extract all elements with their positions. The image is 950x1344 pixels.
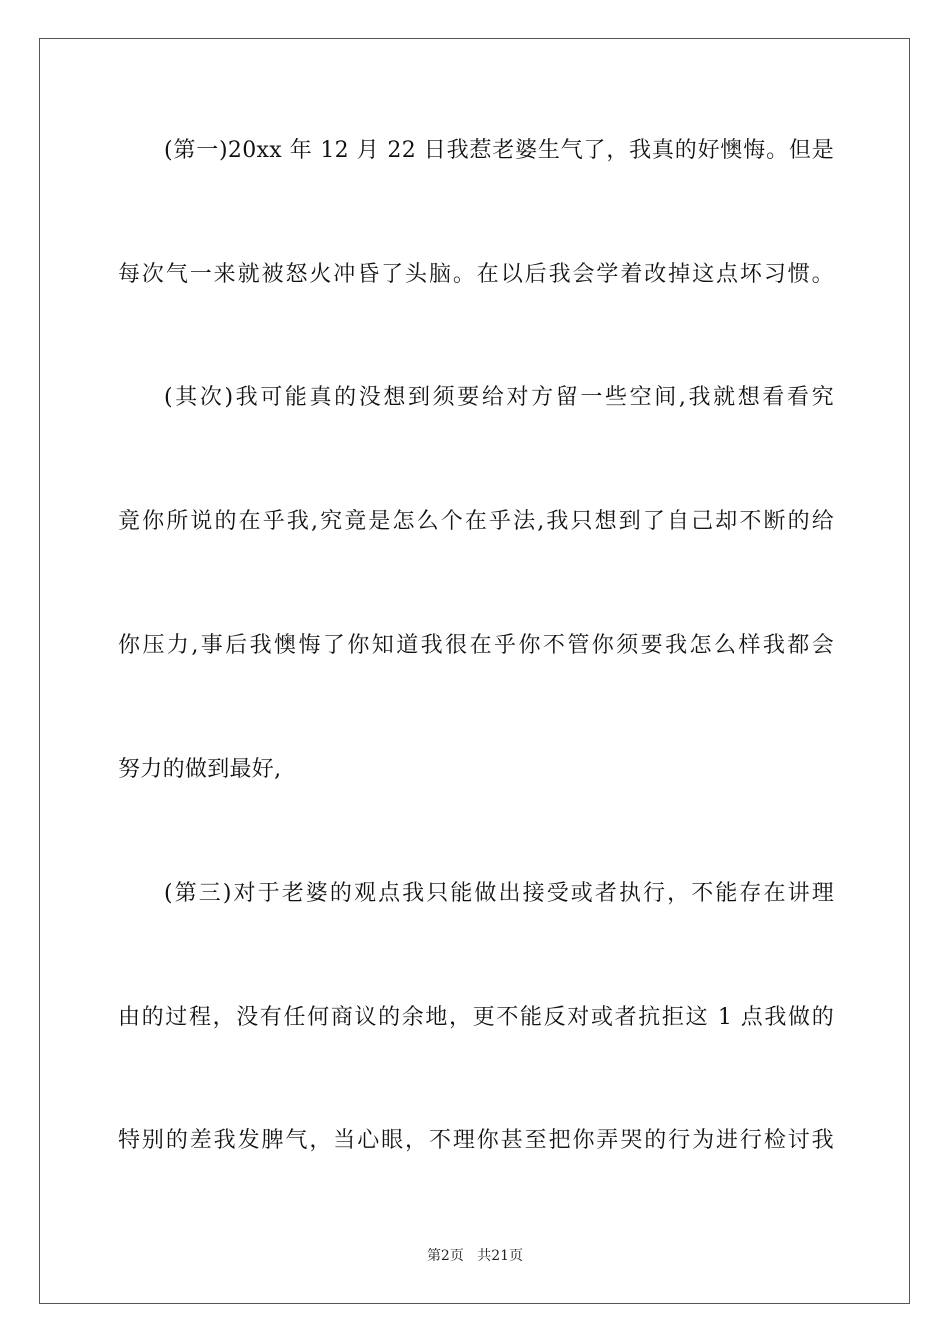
paragraph-3-line-3: 特别的差我发脾气，当心眼，不理你甚至把你弄哭的行为进行检讨我: [118, 1128, 834, 1153]
page-total: 共21页: [477, 1248, 524, 1264]
paragraph-2-line-3: 你压力,事后我懊悔了你知道我很在乎你不管你须要我怎么样我都会: [118, 633, 834, 658]
page-footer: [0, 1247, 950, 1265]
paragraph-2-line-2: 竟你所说的在乎我,究竟是怎么个在乎法,我只想到了自己却不断的给: [118, 509, 834, 534]
paragraph-3-line-1: (第三)对于老婆的观点我只能做出接受或者执行，不能存在讲理: [164, 881, 834, 906]
paragraph-1-line-2: 每次气一来就被怒火冲昏了头脑。在以后我会学着改掉这点坏习惯。: [118, 262, 834, 287]
paragraph-3-line-2: 由的过程，没有任何商议的余地，更不能反对或者抗拒这 1 点我做的: [118, 1005, 834, 1030]
page-border: [39, 38, 910, 1304]
paragraph-1-line-1: (第一)20xx 年 12 月 22 日我惹老婆生气了，我真的好懊悔。但是: [164, 138, 834, 163]
page-number: 第2页: [426, 1248, 464, 1264]
paragraph-2-line-1: (其次)我可能真的没想到须要给对方留一些空间,我就想看看究: [164, 385, 834, 410]
paragraph-2-line-4: 努力的做到最好,: [118, 757, 282, 782]
